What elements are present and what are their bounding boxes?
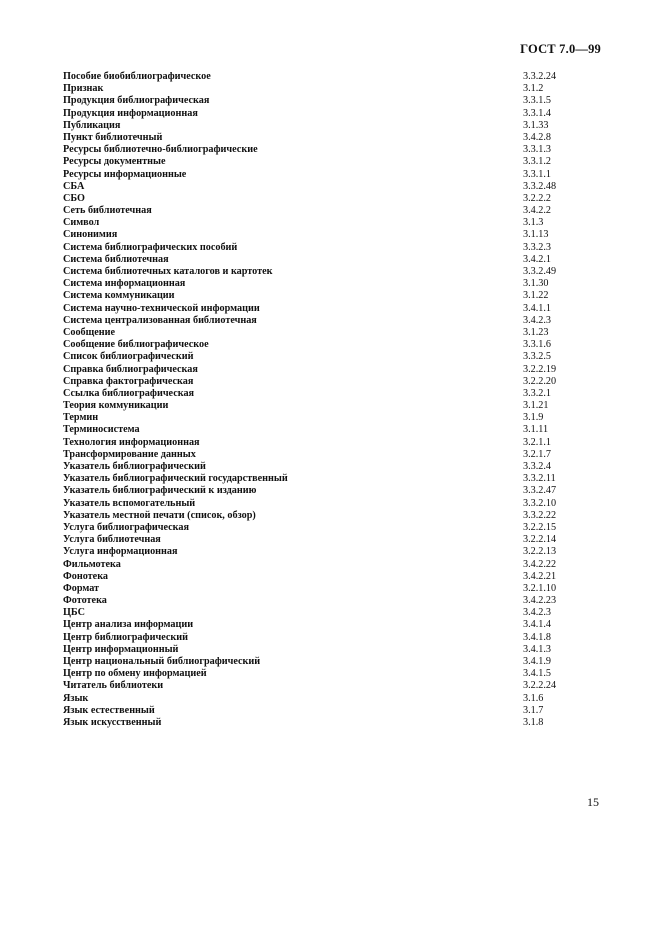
index-term: Система библиотечных каталогов и картотек (63, 266, 273, 277)
index-entry (63, 205, 583, 217)
index-ref: 3.4.1.5 (523, 668, 552, 680)
index-ref: 3.2.1.1 (523, 436, 552, 448)
index-ref: 3.1.30 (523, 278, 549, 290)
index-ref: 3.4.2.23 (523, 595, 557, 607)
index-entry (63, 680, 583, 692)
index-term: Указатель местной печати (список, обзор) (63, 509, 256, 521)
index-term: СБО (63, 192, 85, 204)
index-term: Указатель вспомогательный (63, 497, 196, 509)
index-ref: 3.1.21 (523, 400, 549, 412)
index-ref: 3.3.2.48 (523, 180, 557, 192)
index-ref: 3.3.2.11 (523, 473, 556, 485)
index-ref: 3.4.2.2 (523, 205, 552, 217)
index-term: Система научно-технической информации (63, 302, 260, 314)
index-ref: 3.3.2.22 (523, 509, 557, 521)
index-entry (63, 607, 583, 619)
index-term: Теория коммуникации (63, 400, 169, 412)
index-term: Ресурсы документные (63, 156, 166, 168)
index-ref: 3.1.6 (523, 692, 544, 704)
index-term: Система библиотечная (63, 253, 169, 265)
index-entry (63, 144, 583, 156)
index-entry (63, 644, 583, 656)
index-entry (63, 705, 583, 717)
index-term: Ресурсы информационные (63, 168, 187, 180)
index-ref: 3.2.1.10 (523, 582, 557, 594)
index-entry (63, 473, 583, 485)
index-term: Символ (63, 217, 100, 229)
index-term: Система коммуникации (63, 290, 175, 302)
index-entry (63, 656, 583, 668)
index-entry (63, 595, 583, 607)
index-entry (63, 315, 583, 327)
index-ref: 3.3.1.6 (523, 339, 552, 351)
index-entry (63, 559, 583, 571)
index-ref: 3.4.2.22 (523, 558, 557, 570)
index-term: Признак (63, 83, 104, 95)
index-ref: 3.3.2.1 (523, 387, 552, 399)
index-entry (63, 156, 583, 168)
index-ref: 3.1.2 (523, 83, 544, 95)
index-entry (63, 534, 583, 546)
index-ref: 3.1.11 (523, 424, 549, 436)
index-ref: 3.4.2.21 (523, 570, 557, 582)
index-term: Публикация (63, 119, 121, 131)
index-entry (63, 400, 583, 412)
index-term: Указатель библиографический государственный (63, 473, 288, 485)
index-term: Система библиографических пособий (63, 241, 238, 253)
index-term: Ссылка библиографическая (63, 387, 195, 399)
index-entry (63, 290, 583, 302)
index-entry (63, 522, 583, 534)
index-entry (63, 461, 583, 473)
index-term: Сеть библиотечная (63, 205, 152, 217)
index-term: Язык естественный (63, 704, 155, 716)
index-term: Центр библиографический (63, 631, 188, 643)
index-ref: 3.3.1.5 (523, 95, 552, 107)
index-entry (63, 254, 583, 266)
index-term: Термин (63, 412, 99, 424)
index-ref: 3.2.2.15 (523, 521, 557, 533)
index-ref: 3.1.3 (523, 217, 544, 229)
index-term: Продукция информационная (63, 107, 198, 119)
index-term: ЦБС (63, 607, 85, 619)
index-term: Пункт библиотечный (63, 131, 163, 143)
index-entry (63, 169, 583, 181)
index-entry (63, 351, 583, 363)
index-ref: 3.3.2.4 (523, 461, 552, 472)
index-ref: 3.2.2.2 (523, 192, 552, 204)
index-ref: 3.2.2.13 (523, 546, 557, 558)
index-entry (63, 668, 583, 680)
index-ref: 3.4.1.4 (523, 619, 552, 631)
index-ref: 3.2.2.19 (523, 363, 557, 375)
index-entry (63, 278, 583, 290)
index-term: Фототека (63, 595, 107, 607)
index-ref: 3.4.2.8 (523, 131, 552, 143)
document-header: ГОСТ 7.0—99 (520, 42, 601, 56)
index-entry (63, 83, 583, 95)
index-entry (63, 95, 583, 107)
index-ref: 3.1.8 (523, 716, 544, 728)
page-number: 15 (587, 795, 599, 809)
index-term: Центр национальный библиографический (63, 656, 261, 667)
index-term: Список библиографический (63, 351, 194, 363)
index-term: Указатель библиографический (63, 461, 206, 472)
index-term: Услуга библиотечная (63, 534, 161, 546)
index-entry (63, 339, 583, 351)
index-term: Услуга библиографическая (63, 521, 189, 533)
index-ref: 3.4.2.1 (523, 253, 552, 265)
index-term: Язык (63, 692, 89, 704)
index-term: Ресурсы библиотечно-библиографические (63, 144, 258, 156)
index-term: Фильмотека (63, 558, 121, 570)
index-ref: 3.4.2.3 (523, 314, 552, 326)
index-entry (63, 619, 583, 631)
index-ref: 3.3.2.10 (523, 497, 557, 509)
index-term: Читатель библиотеки (63, 680, 164, 692)
index-term: Сообщение библиографическое (63, 339, 209, 351)
index-ref: 3.2.2.20 (523, 375, 557, 387)
index-entry (63, 571, 583, 583)
index-ref: 3.4.1.3 (523, 643, 552, 655)
index-entry (63, 242, 583, 254)
index-term: Фонотека (63, 570, 109, 582)
index-entry (63, 132, 583, 144)
index-ref: 3.2.1.7 (523, 448, 552, 460)
index-entry (63, 229, 583, 241)
index-term: Система централизованная библиотечная (63, 314, 257, 326)
index-ref: 3.3.1.1 (523, 168, 552, 180)
index-term: Справка фактографическая (63, 375, 194, 387)
index-ref: 3.4.1.9 (523, 656, 552, 667)
index-entry (63, 449, 583, 461)
index-entry (63, 181, 583, 193)
index-entry (63, 388, 583, 400)
index-ref: 3.3.2.47 (523, 485, 557, 497)
index-entry (63, 412, 583, 424)
index-ref: 3.1.9 (523, 412, 544, 424)
index-term: Технология информационная (63, 436, 200, 448)
index-ref: 3.1.23 (523, 326, 549, 338)
index-entry (63, 546, 583, 558)
index-ref: 3.1.33 (523, 119, 549, 131)
index-entry (63, 437, 583, 449)
index-entry (63, 303, 583, 315)
index-entry (63, 364, 583, 376)
index-term: Услуга информационная (63, 546, 178, 558)
index-term: Пособие биобиблиографическое (63, 71, 211, 82)
index-term: Центр по обмену информацией (63, 668, 207, 680)
index-entry (63, 632, 583, 644)
index-entry (63, 424, 583, 436)
term-index (63, 71, 583, 729)
index-ref: 3.3.2.24 (523, 71, 557, 82)
index-term: Центр информационный (63, 643, 179, 655)
index-term: Центр анализа информации (63, 619, 194, 631)
index-term: СБА (63, 180, 85, 192)
index-entry (63, 108, 583, 120)
index-ref: 3.1.7 (523, 704, 544, 716)
index-entry (63, 193, 583, 205)
index-term: Формат (63, 582, 100, 594)
index-ref: 3.1.22 (523, 290, 549, 302)
index-term: Система информационная (63, 278, 186, 290)
index-ref: 3.3.2.49 (523, 266, 557, 277)
index-entry (63, 510, 583, 522)
index-ref: 3.3.1.2 (523, 156, 552, 168)
index-ref: 3.4.2.3 (523, 607, 552, 619)
index-ref: 3.2.2.14 (523, 534, 557, 546)
index-entry (63, 327, 583, 339)
index-ref: 3.4.1.1 (523, 302, 552, 314)
index-entry (63, 376, 583, 388)
index-ref: 3.3.1.3 (523, 144, 552, 156)
index-ref: 3.4.1.8 (523, 631, 552, 643)
index-entry (63, 266, 583, 278)
index-term: Синонимия (63, 229, 118, 241)
index-term: Указатель библиографический к изданию (63, 485, 257, 497)
index-term: Терминосистема (63, 424, 140, 436)
index-entry (63, 485, 583, 497)
index-term: Справка библиографическая (63, 363, 198, 375)
index-entry (63, 71, 583, 83)
index-ref: 3.3.2.3 (523, 241, 552, 253)
index-entry (63, 693, 583, 705)
index-entry (63, 583, 583, 595)
index-entry (63, 498, 583, 510)
index-entry (63, 717, 583, 729)
index-term: Трансформирование данных (63, 448, 196, 460)
index-entry (63, 217, 583, 229)
index-ref: 3.3.2.5 (523, 351, 552, 363)
index-term: Сообщение (63, 326, 116, 338)
index-ref: 3.3.1.4 (523, 107, 552, 119)
index-term: Продукция библиографическая (63, 95, 210, 107)
index-ref: 3.2.2.24 (523, 680, 557, 692)
index-term: Язык искусственный (63, 716, 162, 728)
index-ref: 3.1.13 (523, 229, 549, 241)
index-entry (63, 120, 583, 132)
